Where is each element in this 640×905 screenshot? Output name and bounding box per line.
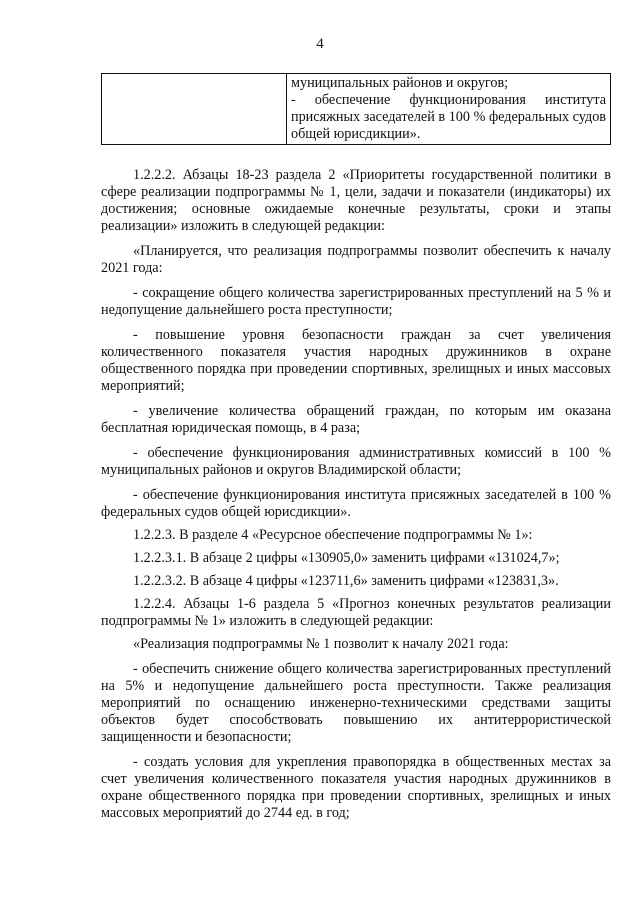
- page-number: 4: [316, 36, 324, 52]
- table-row: [102, 74, 611, 145]
- table-cell-empty: [102, 74, 287, 145]
- paragraph: - повышение уровня безопасности граждан за счет увеличения количественного показателя участия народных дружинников в охране общественного порядка при проведении спортивных, зрелищных и иных массовых мероприятий;: [101, 327, 611, 394]
- paragraph: 1.2.2.3.2. В абзаце 4 цифры «123711,6» заменить цифрами «123831,3».: [133, 573, 559, 589]
- paragraph: - обеспечить снижение общего количества зарегистрированных преступлений на 5% и недопущение дальнейшего роста преступности. Также реализация мероприятий по оснащению инженерно-техническими средствами защиты объектов будет способствовать повышению их антитеррористической защищенности и безопасности;: [101, 661, 611, 745]
- paragraph: 1.2.2.3. В разделе 4 «Ресурсное обеспечение подпрограммы № 1»:: [133, 527, 533, 543]
- paragraph: «Реализация подпрограммы № 1 позволит к началу 2021 года:: [133, 636, 509, 652]
- paragraph: - создать условия для укрепления правопорядка в общественных местах за счет увеличения количественного показателя участия народных дружинников в охране общественного порядка при проведении спортивных, зрелищных и иных массовых мероприятий до 2744 ед. в год;: [101, 754, 611, 821]
- table-line: - обеспечение функционирования института присяжных заседателей в 100 % федеральных судов общей юрисдикции».: [291, 92, 606, 142]
- paragraph: - обеспечение функционирования института присяжных заседателей в 100 % федеральных судов общей юрисдикции».: [101, 487, 611, 520]
- table-line: муниципальных районов и округов;: [291, 75, 509, 91]
- paragraph: «Планируется, что реализация подпрограммы позволит обеспечить к началу 2021 года:: [101, 243, 611, 276]
- paragraph: - сокращение общего количества зарегистрированных преступлений на 5 % и недопущение дальнейшего роста преступности;: [101, 285, 611, 318]
- document-body: [101, 167, 611, 828]
- paragraph: 1.2.2.2. Абзацы 18-23 раздела 2 «Приоритеты государственной политики в сфере реализации подпрограммы № 1, цели, задачи и показатели (индикаторы) их достижения; основные ожидаемые конечные результаты, сроки и этапы реализации» изложить в следующей редакции:: [101, 167, 611, 234]
- paragraph: 1.2.2.3.1. В абзаце 2 цифры «130905,0» заменить цифрами «131024,7»;: [133, 550, 560, 566]
- paragraph: - увеличение количества обращений граждан, по которым им оказана бесплатная юридическая помощь, в 4 раза;: [101, 403, 611, 436]
- continued-table: [101, 73, 611, 145]
- paragraph: - обеспечение функционирования административных комиссий в 100 % муниципальных районов и округов Владимирской области;: [101, 445, 611, 478]
- paragraph: 1.2.2.4. Абзацы 1-6 раздела 5 «Прогноз конечных результатов реализации подпрограммы № 1» изложить в следующей редакции:: [101, 596, 611, 629]
- table-cell-text: [287, 74, 611, 145]
